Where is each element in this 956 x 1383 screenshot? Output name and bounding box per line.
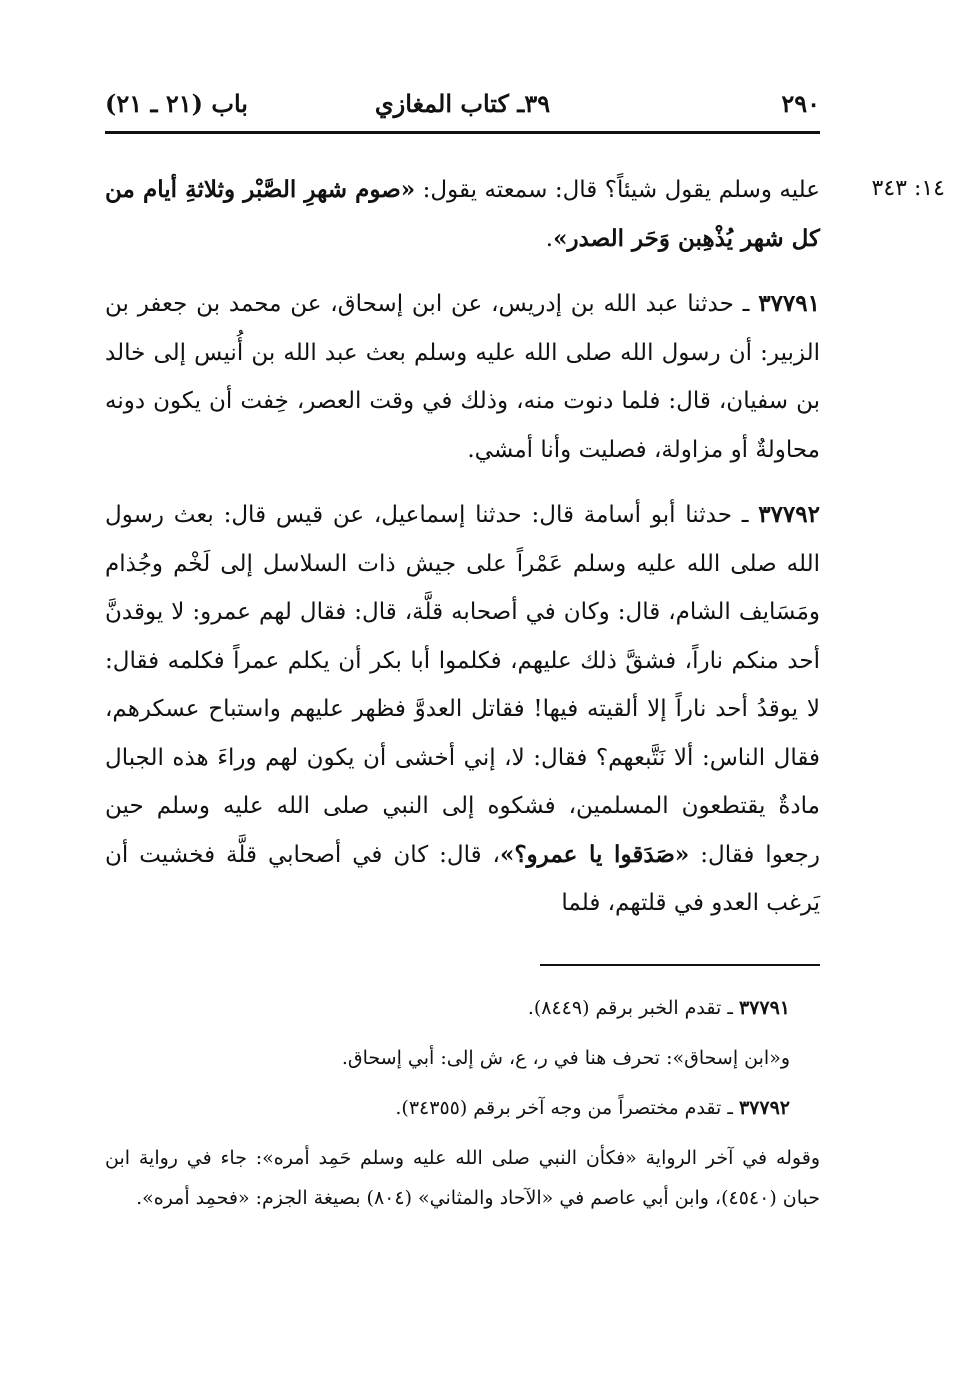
hadith-quote: «صَدَقوا يا عمرو؟»: [499, 840, 690, 868]
footnote-text: ـ تقدم الخبر برقم (٨٤٤٩).: [527, 997, 739, 1019]
hadith-text-before: ـ حدثنا أبو أسامة قال: حدثنا إسماعيل، عن قيس قال: بعث رسول الله صلى الله عليه وسلم عَمْراً على جيش ذات السلاسل إلى لَخْم وجُذام ومَسَايف الشام، قال: وكان في أصحابه قلَّة، قال: فقال لهم عمرو: لا يوقدنَّ أحد منكم ناراً، فشقَّ ذلك عليهم، فكلموا أبا بكر أن يكلم عمراً فكلمه فقال: لا يوقدُ أحد ناراً إلا ألقيته فيها! فقاتل العدوَّ فظهر عليهم واستباح عسكرهم، فقال الناس: ألا نَتَّبعهم؟ فقال: لا، إني أخشى أن يكون لهم وراءَ هذه الجبال مادةٌ يقتطعون المسلمين، فشكوه إلى النبي صلى الله عليه وسلم حين رجعوا فقال:: [105, 502, 820, 868]
footnote-3: [105, 1088, 820, 1128]
intro-quote: «صوم شهرِ الصَّبْر وثلاثةِ أيام من كل شهر يُذْهِبن وَحَر الصدر»: [105, 176, 820, 252]
footnotes: [105, 988, 820, 1228]
intro-paragraph: [105, 166, 820, 263]
hadith-number: ٣٧٧٩١: [758, 290, 820, 317]
footnote-text: ـ تقدم مختصراً من وجه آخر برقم (٣٤٣٥٥).: [395, 1097, 739, 1119]
main-text: [105, 166, 820, 945]
hadith-number: ٣٧٧٩٢: [758, 501, 820, 528]
footnote-4: وقوله في آخر الرواية «فكأن النبي صلى الله عليه وسلم حَمِد أمره»: جاء في رواية ابن حبان (٤٥٤٠)، وابن أبي عاصم في «الآحاد والمثاني» (٨٠٤) بصيغة الجزم: «فحمِد أمره».: [105, 1147, 820, 1209]
footnote-number: ٣٧٧٩١: [738, 997, 790, 1019]
page-header: [105, 86, 820, 126]
hadith-text: ـ حدثنا عبد الله بن إدريس، عن ابن إسحاق، عن محمد بن جعفر بن الزبير: أن رسول الله صلى الله عليه وسلم بعث عبد الله بن أُنيس إلى خالد بن سفيان، قال: فلما دنوت منه، وذلك في وقت العصر، خِفت أن يكون دونه محاولةٌ أو مزاولة، فصليت وأنا أمشي.: [105, 291, 820, 463]
intro-plain: عليه وسلم يقول شيئاً؟ قال: سمعته يقول:: [415, 177, 821, 203]
footnote-1: [105, 988, 820, 1028]
header-divider: [105, 131, 820, 134]
book-title: ٣٩ـ كتاب المغازي: [374, 89, 551, 118]
footnote-2: و«ابن إسحاق»: تحرف هنا في ر، ع، ش إلى: أبي إسحاق.: [341, 1047, 790, 1069]
intro-end: .: [545, 225, 554, 252]
margin-reference: ١٤: ٣٤٣: [871, 176, 945, 201]
footnote-number: ٣٧٧٩٢: [738, 1097, 790, 1119]
hadith-37792: [105, 491, 820, 928]
footnote-divider: [540, 964, 820, 966]
chapter-label: باب (٢١ ـ ٢١): [105, 89, 248, 118]
hadith-text-after: ، قال: كان في أصحابي قلَّة فخشيت أن يَرغب العدو في قلتهم، فلما: [105, 841, 820, 916]
page-number: ٢٩٠: [781, 89, 820, 118]
hadith-37791: [105, 280, 820, 474]
